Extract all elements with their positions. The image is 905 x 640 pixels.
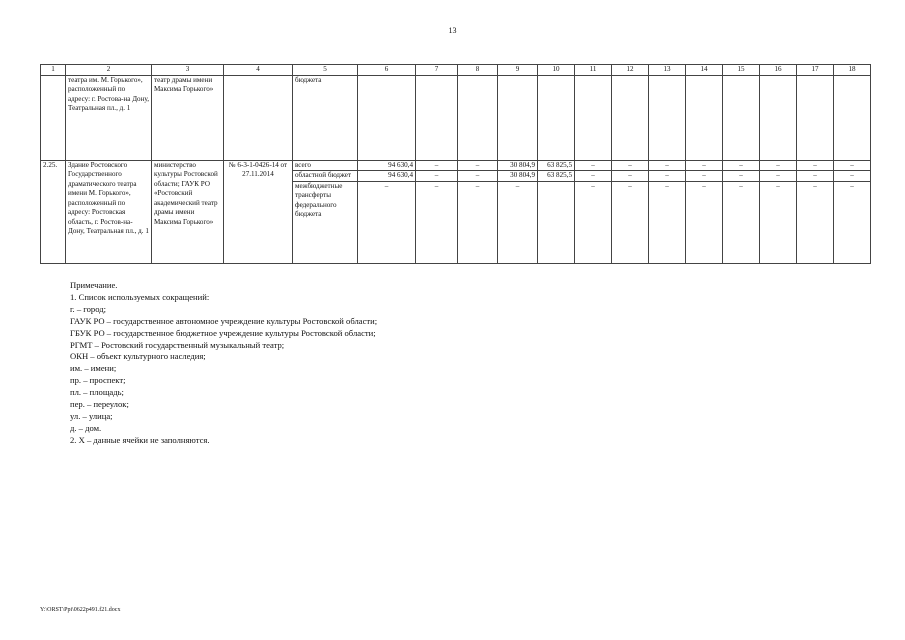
value-cell: – — [575, 171, 612, 182]
funding-source-cell: бюджета — [293, 75, 358, 160]
executor-cell: министерство культуры Ростовской области; ГАУК РО «Ростовский академический театр драмы имени Максима Горького» — [152, 160, 224, 263]
value-cell: – — [458, 171, 498, 182]
value-cell: – — [612, 160, 649, 171]
row-number-cell: 2.25. — [41, 160, 66, 263]
program-table — [40, 64, 871, 264]
value-cell: – — [649, 160, 686, 171]
value-cell: – — [797, 160, 834, 171]
value-cell: – — [416, 171, 458, 182]
funding-source-cell: всего — [293, 160, 358, 171]
note-line: 1. Список используемых сокращений: — [70, 291, 210, 302]
value-cell: – — [723, 181, 760, 263]
note-line: 2. Х – данные ячейки не заполняются. — [70, 434, 210, 445]
header-cell: 17 — [797, 65, 834, 76]
value-cell: 63 825,5 — [538, 160, 575, 171]
note-line: ГАУК РО – государственное автономное учреждение культуры Ростовской области; — [70, 315, 378, 326]
value-cell: 30 804,9 — [498, 160, 538, 171]
value-cell: – — [686, 160, 723, 171]
value-cell: – — [723, 171, 760, 182]
note-line: ОКН – объект культурного наследия; — [70, 351, 206, 362]
continued-row — [41, 75, 871, 160]
header-cell: 6 — [358, 65, 416, 76]
executor-cell: театр драмы имени Максима Горького» — [152, 75, 224, 160]
value-cell: – — [797, 171, 834, 182]
value-cell: – — [760, 181, 797, 263]
column-number-row — [41, 65, 871, 76]
value-cell: – — [416, 160, 458, 171]
page-number: 13 — [448, 26, 457, 35]
value-cell: – — [575, 181, 612, 263]
value-cell: – — [612, 171, 649, 182]
note-line: д. – дом. — [70, 422, 102, 433]
value-cell: – — [686, 181, 723, 263]
total-cell: 94 630,4 — [358, 171, 416, 182]
header-cell: 15 — [723, 65, 760, 76]
object-name-cell: Здание Ростовского Государственного драматического театра имени М. Горького», расположенный по адресу: Ростовская область, г. Ростов-на-Дону, Театральная пл., д. 1 — [66, 160, 152, 263]
total-cell: 94 630,4 — [358, 160, 416, 171]
header-cell: 10 — [538, 65, 575, 76]
header-cell: 2 — [66, 65, 152, 76]
document-cell: № 6-3-1-0426-14 от 27.11.2014 — [224, 160, 293, 263]
header-cell: 14 — [686, 65, 723, 76]
value-cell: – — [458, 160, 498, 171]
value-cell: – — [498, 181, 538, 263]
note-line: им. – имени; — [70, 363, 117, 374]
funding-source-cell: областной бюджет — [293, 171, 358, 182]
value-cell: 30 804,9 — [498, 171, 538, 182]
header-cell: 7 — [416, 65, 458, 76]
note-line: ГБУК РО – государственное бюджетное учреждение культуры Ростовской области; — [70, 327, 376, 338]
note-line: ул. – улица; — [70, 410, 113, 421]
note-line: пер. – переулок; — [70, 399, 129, 410]
object-name-cell: театра им. М. Горького», расположенный по адресу: г. Ростова-на Дону, Театральная пл., д. 1 — [66, 75, 152, 160]
value-cell: – — [797, 181, 834, 263]
file-path-footer: Y:\ORST\Ppi\0622p491.f21.docx — [40, 607, 121, 613]
notes-section — [70, 280, 377, 447]
value-cell: – — [834, 160, 871, 171]
value-cell — [538, 181, 575, 263]
header-cell: 18 — [834, 65, 871, 76]
value-cell: – — [686, 171, 723, 182]
value-cell: – — [575, 160, 612, 171]
total-cell: – — [358, 181, 416, 263]
value-cell: – — [760, 160, 797, 171]
value-cell: – — [458, 181, 498, 263]
table-row — [41, 160, 871, 171]
header-cell: 4 — [224, 65, 293, 76]
header-cell: 3 — [152, 65, 224, 76]
header-cell: 8 — [458, 65, 498, 76]
value-cell: – — [834, 181, 871, 263]
value-cell: – — [612, 181, 649, 263]
value-cell: 63 825,5 — [538, 171, 575, 182]
header-cell: 13 — [649, 65, 686, 76]
header-cell: 12 — [612, 65, 649, 76]
header-cell: 5 — [293, 65, 358, 76]
value-cell: – — [723, 160, 760, 171]
header-cell: 9 — [498, 65, 538, 76]
note-line: пр. – проспект; — [70, 375, 126, 386]
value-cell: – — [649, 171, 686, 182]
value-cell: – — [649, 181, 686, 263]
funding-source-cell: межбюджетные трансферты федерального бюджета — [293, 181, 358, 263]
value-cell: – — [416, 181, 458, 263]
value-cell: – — [834, 171, 871, 182]
header-cell: 1 — [41, 65, 66, 76]
note-line: пл. – площадь; — [70, 387, 124, 398]
note-line: РГМТ – Ростовский государственный музыкальный театр; — [70, 339, 285, 350]
note-line: г. – город; — [70, 303, 107, 314]
header-cell: 11 — [575, 65, 612, 76]
notes-title: Примечание. — [70, 280, 118, 290]
value-cell: – — [760, 171, 797, 182]
header-cell: 16 — [760, 65, 797, 76]
